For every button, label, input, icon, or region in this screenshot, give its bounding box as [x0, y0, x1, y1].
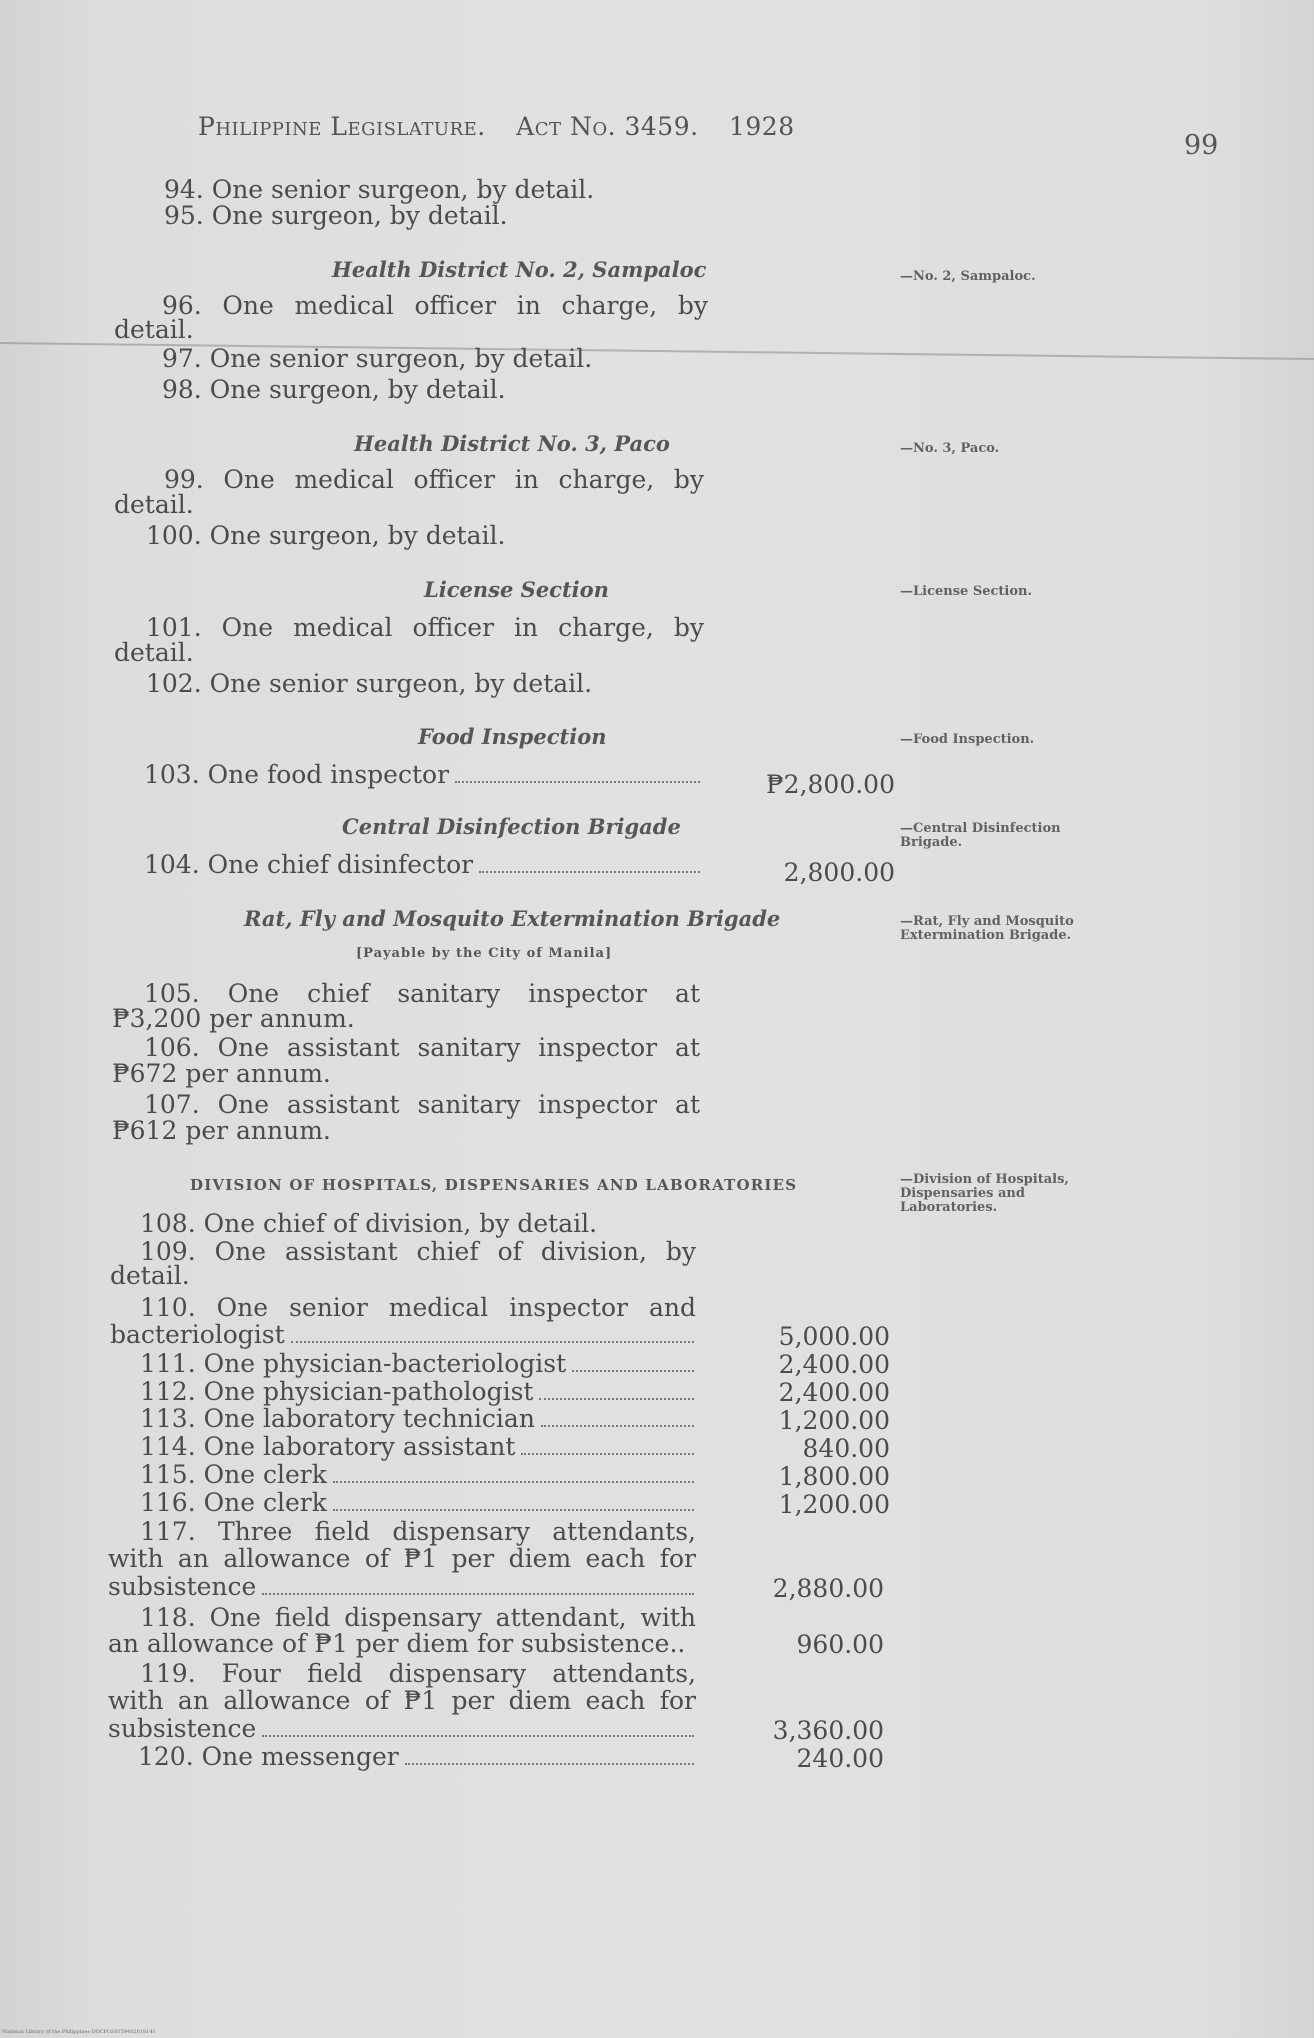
item-109-cont: detail. — [110, 1261, 190, 1290]
item-96-cont: detail. — [114, 315, 194, 344]
item-115 — [140, 1460, 698, 1489]
scan-footer: National Library of the Philippines DOCPGS0159402018141 — [2, 2029, 156, 2035]
heading-food: Food Inspection — [418, 724, 607, 749]
amount-116: 1,200.00 — [778, 1490, 890, 1519]
note-rat-fly: —Rat, Fly and Mosquito Extermination Brigade. — [900, 914, 1074, 943]
item-115-label: 115. One clerk — [140, 1460, 327, 1489]
heading-disinfection: Central Disinfection Brigade — [342, 814, 681, 839]
item-108: 108. One chief of division, by detail. — [140, 1209, 598, 1238]
amount-115: 1,800.00 — [778, 1462, 890, 1491]
leader-dots — [572, 1370, 694, 1372]
amount-113: 1,200.00 — [778, 1406, 890, 1435]
item-119-end — [108, 1714, 698, 1743]
item-110-cont — [110, 1320, 698, 1349]
amount-119: 3,360.00 — [772, 1716, 884, 1745]
item-112-label: 112. One physician-pathologist — [140, 1377, 534, 1406]
note-license: —License Section. — [900, 584, 1032, 599]
leader-dots — [262, 1735, 694, 1737]
note-paco: —No. 3, Paco. — [900, 441, 1000, 456]
item-117-end — [108, 1572, 698, 1601]
amount-117: 2,880.00 — [772, 1574, 884, 1603]
running-header — [198, 112, 795, 141]
note-division: —Division of Hospitals, Dispensaries and Laboratories. — [900, 1172, 1069, 1215]
item-107: 107. One assistant sanitary inspector at — [144, 1090, 700, 1119]
item-97: 97. One senior surgeon, by detail. — [162, 344, 593, 373]
amount-118: 960.00 — [796, 1630, 884, 1659]
item-105-cont: ₱3,200 per annum. — [112, 1004, 355, 1033]
item-109: 109. One assistant chief of division, by — [140, 1237, 696, 1266]
item-96: 96. One medical officer in charge, by — [162, 291, 708, 320]
amount-103: ₱2,800.00 — [766, 770, 895, 799]
item-102: 102. One senior surgeon, by detail. — [146, 669, 593, 698]
item-119-cont: with an allowance of ₱1 per diem each for — [108, 1686, 696, 1715]
leader-dots — [539, 1398, 694, 1400]
item-116 — [140, 1488, 698, 1517]
heading-sampaloc: Health District No. 2, Sampaloc — [332, 257, 707, 282]
item-105: 105. One chief sanitary inspector at — [144, 979, 700, 1008]
leader-dots — [333, 1509, 694, 1511]
item-119-label: subsistence — [108, 1714, 257, 1743]
page-number: 99 — [1184, 130, 1219, 161]
item-116-label: 116. One clerk — [140, 1488, 327, 1517]
item-101-cont: detail. — [114, 638, 194, 667]
leader-dots — [455, 781, 700, 783]
item-106: 106. One assistant sanitary inspector at — [144, 1033, 700, 1062]
item-106-cont: ₱672 per annum. — [112, 1059, 331, 1088]
item-111 — [140, 1349, 698, 1378]
amount-120: 240.00 — [796, 1744, 884, 1773]
item-104 — [144, 850, 704, 879]
leader-dots — [333, 1481, 694, 1483]
item-99: 99. One medical officer in charge, by — [164, 465, 704, 494]
heading-license: License Section — [424, 577, 609, 602]
item-103-label: 103. One food inspector — [144, 760, 450, 789]
item-117: 117. Three field dispensary attendants, — [140, 1517, 696, 1546]
item-104-label: 104. One chief disinfector — [144, 850, 474, 879]
amount-110: 5,000.00 — [778, 1322, 890, 1351]
item-98: 98. One surgeon, by detail. — [162, 375, 506, 404]
item-113 — [140, 1404, 698, 1433]
leader-dots — [262, 1593, 694, 1595]
act-number: Act No. 3459. — [516, 112, 699, 141]
item-100: 100. One surgeon, by detail. — [146, 521, 506, 550]
item-110: 110. One senior medical inspector and — [140, 1293, 696, 1322]
amount-112: 2,400.00 — [778, 1378, 890, 1407]
leader-dots — [291, 1341, 694, 1343]
amount-114: 840.00 — [802, 1434, 890, 1463]
note-sampaloc: —No. 2, Sampaloc. — [900, 269, 1036, 284]
item-113-label: 113. One laboratory technician — [140, 1404, 535, 1433]
item-101: 101. One medical officer in charge, by — [146, 613, 704, 642]
leader-dots — [405, 1763, 694, 1765]
item-99-cont: detail. — [114, 490, 194, 519]
leader-dots — [479, 871, 700, 873]
item-117-cont: with an allowance of ₱1 per diem each for — [108, 1544, 696, 1573]
item-111-label: 111. One physician-bacteriologist — [140, 1349, 567, 1378]
item-94: 94. One senior surgeon, by detail. — [164, 175, 595, 204]
amount-111: 2,400.00 — [778, 1350, 890, 1379]
item-103 — [144, 760, 704, 789]
item-112 — [140, 1377, 698, 1406]
note-food: —Food Inspection. — [900, 732, 1035, 747]
payable-note: [Payable by the City of Manila] — [356, 946, 613, 961]
heading-division: DIVISION OF HOSPITALS, DISPENSARIES AND LABORATORIES — [190, 1176, 798, 1194]
leader-dots — [521, 1453, 694, 1455]
leader-dots — [541, 1425, 694, 1427]
item-110-label: bacteriologist — [110, 1320, 285, 1349]
amount-104: 2,800.00 — [783, 858, 895, 887]
item-117-label: subsistence — [108, 1572, 257, 1601]
heading-paco: Health District No. 3, Paco — [354, 431, 670, 456]
running-title: Philippine Legislature. — [198, 112, 486, 141]
year: 1928 — [729, 112, 795, 141]
note-disinfection: —Central Disinfection Brigade. — [900, 821, 1061, 850]
item-119: 119. Four field dispensary attendants, — [140, 1659, 696, 1688]
item-118-cont: an allowance of ₱1 per diem for subsistence.. — [108, 1629, 686, 1658]
item-120 — [138, 1742, 698, 1771]
item-114 — [140, 1432, 698, 1461]
item-95: 95. One surgeon, by detail. — [164, 201, 508, 230]
item-114-label: 114. One laboratory assistant — [140, 1432, 516, 1461]
item-118: 118. One field dispensary attendant, with — [140, 1603, 696, 1632]
heading-rat-fly: Rat, Fly and Mosquito Extermination Brigade — [244, 906, 781, 931]
item-120-label: 120. One messenger — [138, 1742, 399, 1771]
item-107-cont: ₱612 per annum. — [112, 1116, 331, 1145]
